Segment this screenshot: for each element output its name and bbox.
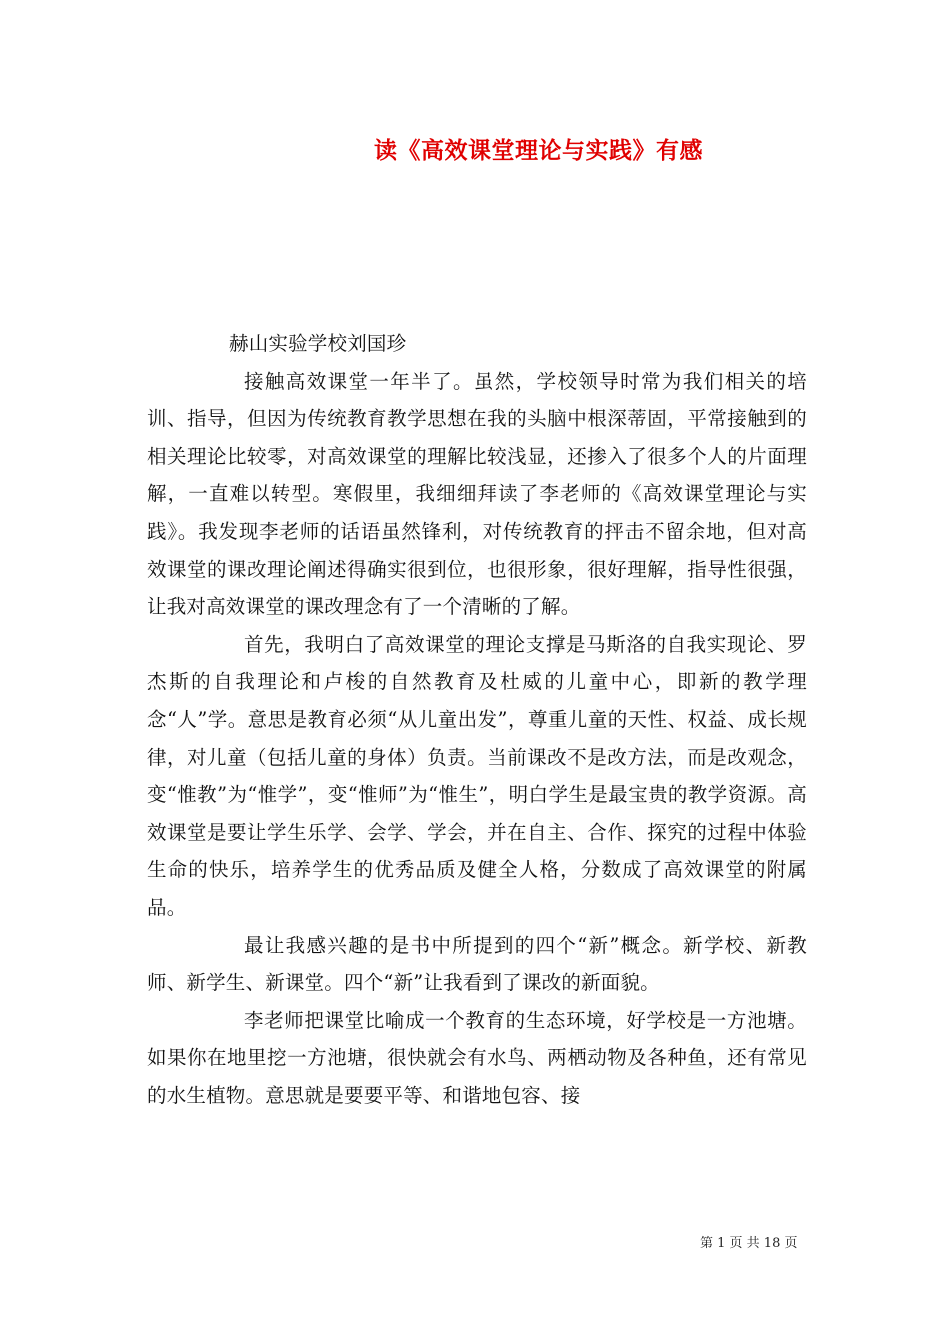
paragraph-4: 李老师把课堂比喻成一个教育的生态环境，好学校是一方池塘。如果你在地里挖一方池塘，很快就会有水鸟、两栖动物及各种鱼，还有常见的水生植物。意思就是要要平等、和谐地包容、接 [147, 1008, 807, 1107]
author-line: 赫山实验学校刘国珍 [229, 332, 407, 355]
page-number: 第 1 页 共 18 页 [700, 1236, 798, 1251]
paragraph-3: 最让我感兴趣的是书中所提到的四个“新”概念。新学校、新教师、新学生、新课堂。四个“新”让我看到了课改的新面貌。 [147, 933, 807, 995]
document-body [147, 325, 807, 1114]
document-title: 读《高效课堂理论与实践》有感 [374, 137, 703, 164]
paragraph-1: 接触高效课堂一年半了。虽然，学校领导时常为我们相关的培训、指导，但因为传统教育教学思想在我的头脑中根深蒂固，平常接触到的相关理论比较零，对高效课堂的理解比较浅显，还掺入了很多个人的片面理解，一直难以转型。寒假里，我细细拜读了李老师的《高效课堂理论与实践》。我发现李老师的话语虽然锋利，对传统教育的抨击不留余地，但对高效课堂的课改理论阐述得确实很到位，也很形象，很好理解，指导性很强，让我对高效课堂的课改理念有了一个清晰的了解。 [147, 369, 807, 619]
paragraph-2: 首先，我明白了高效课堂的理论支撑是马斯洛的自我实现论、罗杰斯的自我理论和卢梭的自然教育及杜威的儿童中心，即新的教学理念“人”学。意思是教育必须“从儿童出发”，尊重儿童的天性、权益、成长规律，对儿童（包括儿童的身体）负责。当前课改不是改方法，而是改观念，变“惟教”为“惟学”，变“惟师”为“惟生”，明白学生是最宝贵的教学资源。高效课堂是要让学生乐学、会学、学会，并在自主、合作、探究的过程中体验生命的快乐，培养学生的优秀品质及健全人格，分数成了高效课堂的附属品。 [147, 632, 807, 919]
